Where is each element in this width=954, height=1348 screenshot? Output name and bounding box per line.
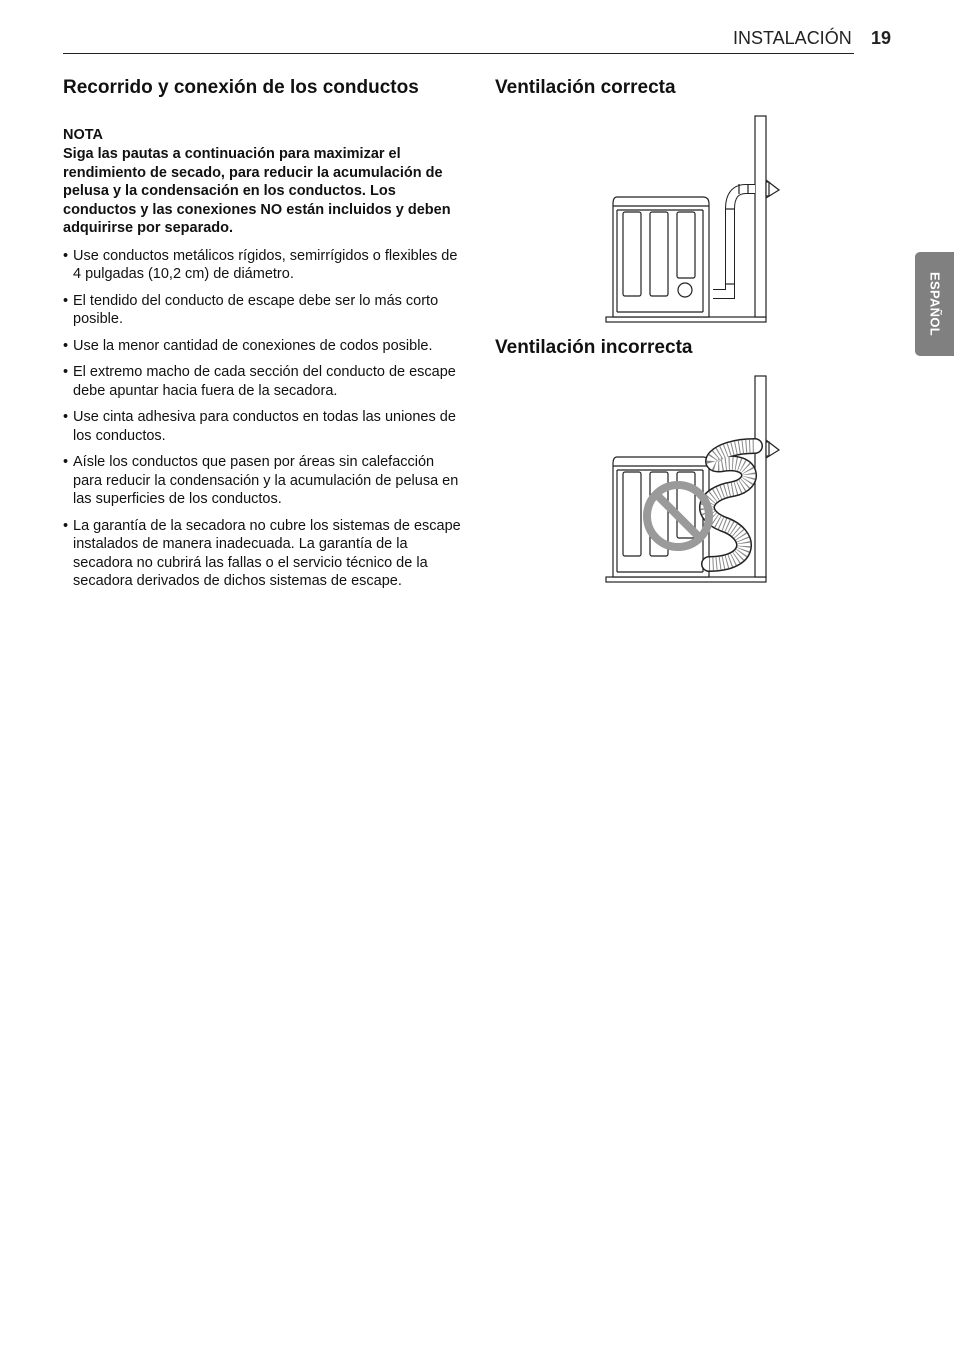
left-column [63,76,463,599]
bullet-icon: • [63,292,69,309]
bullet-icon: • [63,337,69,354]
note-label: NOTA [63,127,104,143]
list-item [63,363,463,400]
list-item-text: El extremo macho de cada sección del conducto de escape debe apuntar hacia fuera de la secadora. [73,364,456,399]
bullet-icon: • [63,454,69,470]
list-item-text: Use conductos metálicos rígidos, semirrígidos o flexibles de 4 pulgadas (10,2 cm) de diámetro. [73,247,458,282]
header-rule [63,53,854,54]
list-item [63,517,463,591]
language-tab-label: ESPAÑOL [927,272,942,336]
list-item-text: Use cinta adhesiva para conductos en todas las uniones de los conductos. [73,409,456,444]
guidelines-list [63,247,463,591]
list-item-text: El tendido del conducto de escape debe ser lo más corto posible. [73,292,439,327]
correct-venting-illustration [603,114,783,326]
list-item [63,247,463,284]
right-column [495,76,855,596]
section-title: Recorrido y conexión de los conductos [63,77,419,98]
list-item-text: La garantía de la secadora no cubre los sistemas de escape instalados de manera inadecuada. La garantía de la secadora no cubrirá las fallas o el servicio técnico de la secadora derivados de dichos sistemas de escape. [73,517,461,589]
incorrect-venting-illustration [603,374,783,586]
correct-venting-title: Ventilación correcta [495,77,676,98]
list-item [63,337,463,356]
list-item-text: Aísle los conductos que pasen por áreas sin calefacción para reducir la condensación y la acumulación de pelusa en las superficies de los conductos. [73,454,459,507]
language-tab [915,252,954,356]
list-item-text: Use la menor cantidad de conexiones de codos posible. [73,337,433,354]
note-text: Siga las pautas a continuación para maximizar el rendimiento de secado, para reducir la acumulación de pelusa y la condensación en los conductos. Los conductos y las conexiones NO están incluidos y deben adquirirse por separado. [63,146,451,236]
bullet-icon: • [63,409,69,425]
list-item [63,408,463,445]
page-number: 19 [871,28,892,48]
bullet-icon: • [63,517,69,534]
incorrect-venting-title: Ventilación incorrecta [495,337,693,358]
bullet-icon: • [63,364,69,380]
header-section-label: INSTALACIÓN [733,28,852,48]
list-item [63,292,463,329]
list-item [63,453,463,509]
bullet-icon: • [63,247,69,264]
